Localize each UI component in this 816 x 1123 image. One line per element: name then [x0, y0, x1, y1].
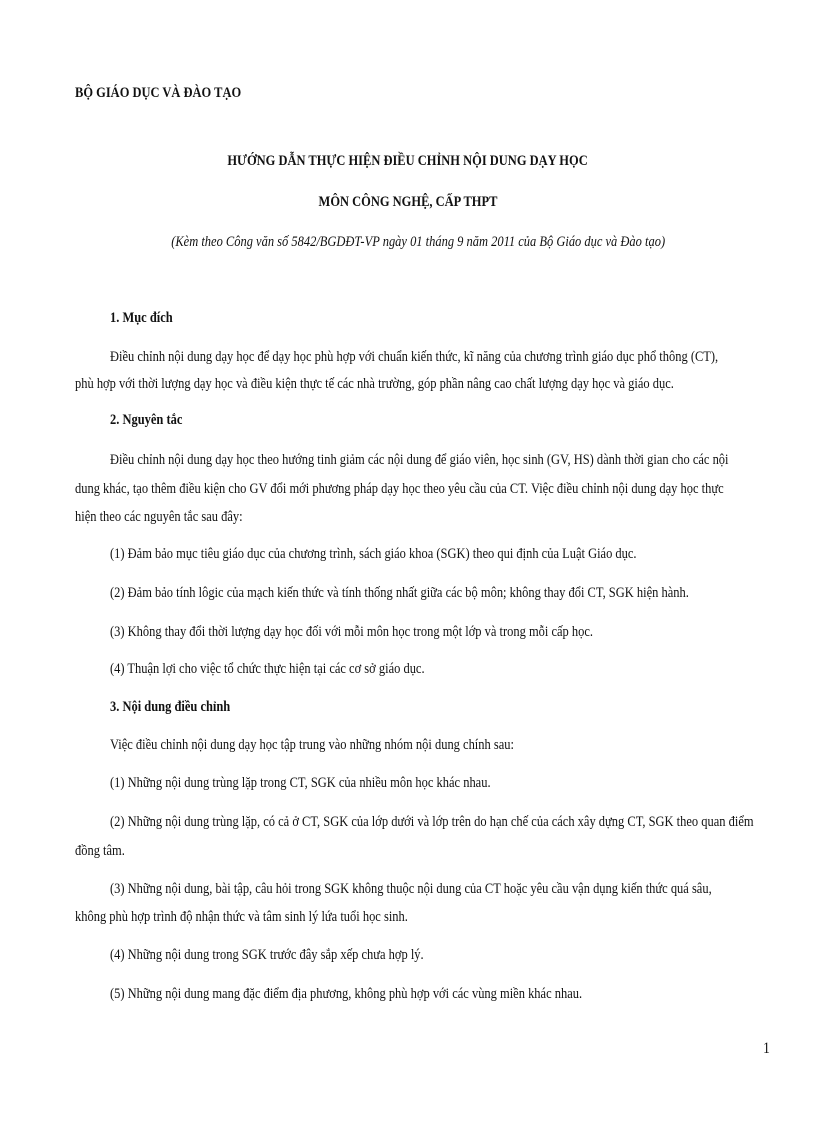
document-title-line1: HƯỚNG DẪN THỰC HIỆN ĐIỀU CHỈNH NỘI DUNG DẠY HỌC [227, 153, 589, 169]
section-3-intro: Việc điều chỉnh nội dung dạy học tập trung vào những nhóm nội dung chính sau: [110, 737, 514, 753]
principle-item: (2) Đảm bảo tính lôgic của mạch kiến thức và tính thống nhất giữa các bộ môn; không thay đổi CT, SGK hiện hành. [110, 585, 689, 601]
principle-item: (4) Thuận lợi cho việc tổ chức thực hiện tại các cơ sở giáo dục. [110, 661, 425, 677]
page-number: 1 [763, 1040, 770, 1057]
document-subtitle: (Kèm theo Công văn số 5842/BGDĐT-VP ngày 01 tháng 9 năm 2011 của Bộ Giáo dục và Đào tạo) [171, 234, 665, 250]
adjustment-item-line2: không phù hợp trình độ nhận thức và tâm sinh lý lứa tuổi học sinh. [75, 909, 408, 925]
adjustment-item-line2: đồng tâm. [75, 843, 125, 859]
section-1-line2: phù hợp với thời lượng dạy học và điều kiện thực tế các nhà trường, góp phần nâng cao chất lượng dạy học và giáo dục. [75, 376, 674, 392]
principle-item: (3) Không thay đổi thời lượng dạy học đối với mỗi môn học trong một lớp và trong mỗi cấp học. [110, 624, 594, 640]
principle-item: (1) Đảm bảo mục tiêu giáo dục của chương trình, sách giáo khoa (SGK) theo qui định của Luật Giáo dục. [110, 546, 637, 562]
adjustment-item: (4) Những nội dung trong SGK trước đây sắp xếp chưa hợp lý. [110, 947, 424, 963]
document-title-line2: MÔN CÔNG NGHỆ, CẤP THPT [318, 194, 498, 210]
section-3-heading: 3. Nội dung điều chỉnh [110, 699, 231, 715]
section-1-heading: 1. Mục đích [110, 310, 173, 326]
section-2-line2: dung khác, tạo thêm điều kiện cho GV đổi mới phương pháp dạy học theo yêu cầu của CT. Việc điều chỉnh nội dung dạy học thực [75, 481, 724, 497]
adjustment-item: (1) Những nội dung trùng lặp trong CT, SGK của nhiều môn học khác nhau. [110, 775, 491, 791]
ministry-name: BỘ GIÁO DỤC VÀ ĐÀO TẠO [75, 85, 242, 101]
section-2-line3: hiện theo các nguyên tắc sau đây: [75, 509, 243, 525]
section-2-line1: Điều chỉnh nội dung dạy học theo hướng tinh giảm các nội dung để giáo viên, học sinh (GV, HS) dành thời gian cho các nội [110, 452, 729, 468]
adjustment-item-line1: (2) Những nội dung trùng lặp, có cả ở CT, SGK của lớp dưới và lớp trên do hạn chế của cách xây dựng CT, SGK theo quan điểm [110, 814, 754, 830]
adjustment-item: (5) Những nội dung mang đặc điểm địa phương, không phù hợp với các vùng miền khác nhau. [110, 986, 583, 1002]
adjustment-item-line1: (3) Những nội dung, bài tập, câu hỏi trong SGK không thuộc nội dung của CT hoặc yêu cầu vận dụng kiến thức quá sâu, [110, 881, 712, 897]
section-2-heading: 2. Nguyên tắc [110, 412, 183, 428]
section-1-line1: Điều chỉnh nội dung dạy học để dạy học phù hợp với chuẩn kiến thức, kĩ năng của chương trình giáo dục phổ thông (CT), [110, 349, 719, 365]
